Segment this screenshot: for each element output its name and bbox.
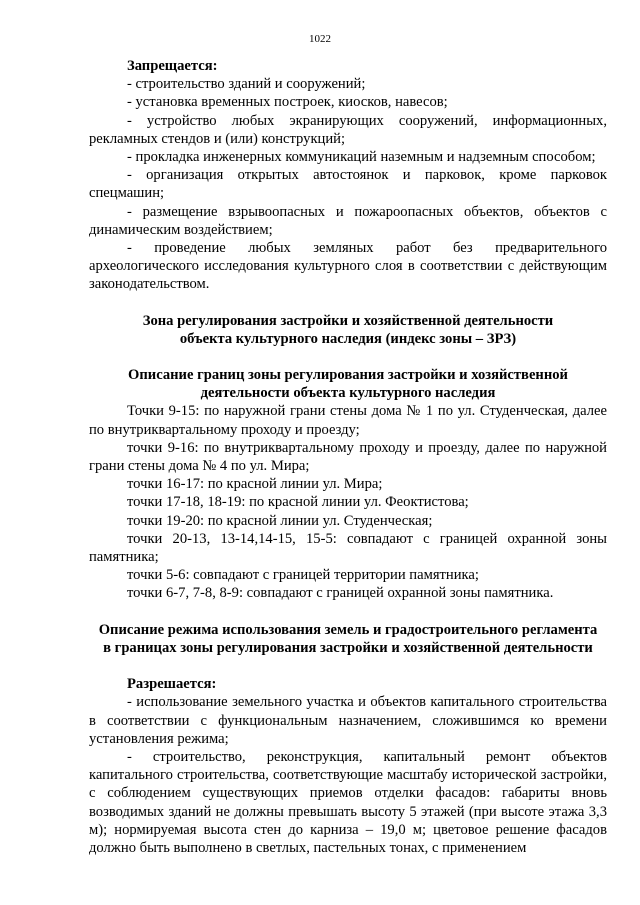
boundary-point: Точки 9-15: по наружной грани стены дома № 1 по ул. Студенческая, далее по внутриквартальному проходу и проезду; bbox=[89, 403, 607, 438]
boundary-point: точки 5-6: совпадают с границей территории памятника; bbox=[127, 567, 479, 584]
boundary-point: точки 19-20: по красной линии ул. Студенческая; bbox=[127, 512, 433, 529]
boundary-point: точки 16-17: по красной линии ул. Мира; bbox=[127, 476, 383, 493]
boundary-point: точки 6-7, 7-8, 8-9: совпадают с границей охранной зоны памятника. bbox=[127, 585, 554, 602]
regime-title-line1: Описание режима использования земель и градостроительного регламента bbox=[98, 621, 598, 638]
prohibited-item: - размещение взрывоопасных и пожароопасных объектов, объектов с динамическим воздействием; bbox=[89, 203, 607, 238]
prohibited-item: - устройство любых экранирующих сооружений, информационных, рекламных стендов и (или) конструкций; bbox=[89, 112, 607, 147]
allowed-item: - строительство, реконструкция, капитальный ремонт объектов капитального строительства, соответствующие масштабу исторической застройки, с соблюдением существующих приемов отделки фасадов: габариты вновь возводимых зданий не должны превышать высоту 5 этажей (при высоте этажа 3,3 м); нормируемая высота стен до карниза – 19,0 м; цветовое решение фасадов должно быть выполнено в светлых, пастельных тонах, с применением bbox=[89, 748, 607, 856]
prohibited-item: - установка временных построек, киосков, навесов; bbox=[127, 94, 448, 111]
allowed-heading: Разрешается: bbox=[127, 676, 217, 693]
boundary-title-line2: деятельности объекта культурного наследия bbox=[200, 385, 496, 402]
boundary-point: точки 17-18, 18-19: по красной линии ул. Феоктистова; bbox=[127, 494, 469, 511]
prohibited-item: - проведение любых земляных работ без предварительного археологического исследования культурного слоя в соответствии с действующим законодательством. bbox=[89, 240, 607, 293]
prohibited-heading: Запрещается: bbox=[127, 58, 218, 74]
prohibited-item: - организация открытых автостоянок и парковок, кроме парковок спецмашин; bbox=[89, 167, 607, 202]
boundary-title-line1: Описание границ зоны регулирования застройки и хозяйственной bbox=[128, 367, 568, 384]
regime-title-line2: в границах зоны регулирования застройки и хозяйственной деятельности bbox=[103, 639, 593, 656]
prohibited-item: - строительство зданий и сооружений; bbox=[127, 76, 366, 93]
allowed-item: - использование земельного участка и объектов капитального строительства в соответствии с функциональным назначением, сложившимся ко времени установления режима; bbox=[89, 694, 607, 747]
prohibited-item: - прокладка инженерных коммуникаций наземным и надземным способом; bbox=[127, 149, 596, 166]
zone-title-line2: объекта культурного наследия (индекс зоны – ЗРЗ) bbox=[179, 330, 517, 347]
page-number: 1022 bbox=[309, 33, 331, 45]
boundary-point: точки 20-13, 13-14,14-15, 15-5: совпадают с границей охранной зоны памятника; bbox=[89, 530, 607, 566]
boundary-point: точки 9-16: по внутриквартальному проходу и проезду, далее по наружной грани стены дома № 4 по ул. Мира; bbox=[89, 439, 607, 475]
document-body bbox=[89, 57, 607, 857]
zone-title-line1: Зона регулирования застройки и хозяйственной деятельности bbox=[142, 312, 554, 329]
